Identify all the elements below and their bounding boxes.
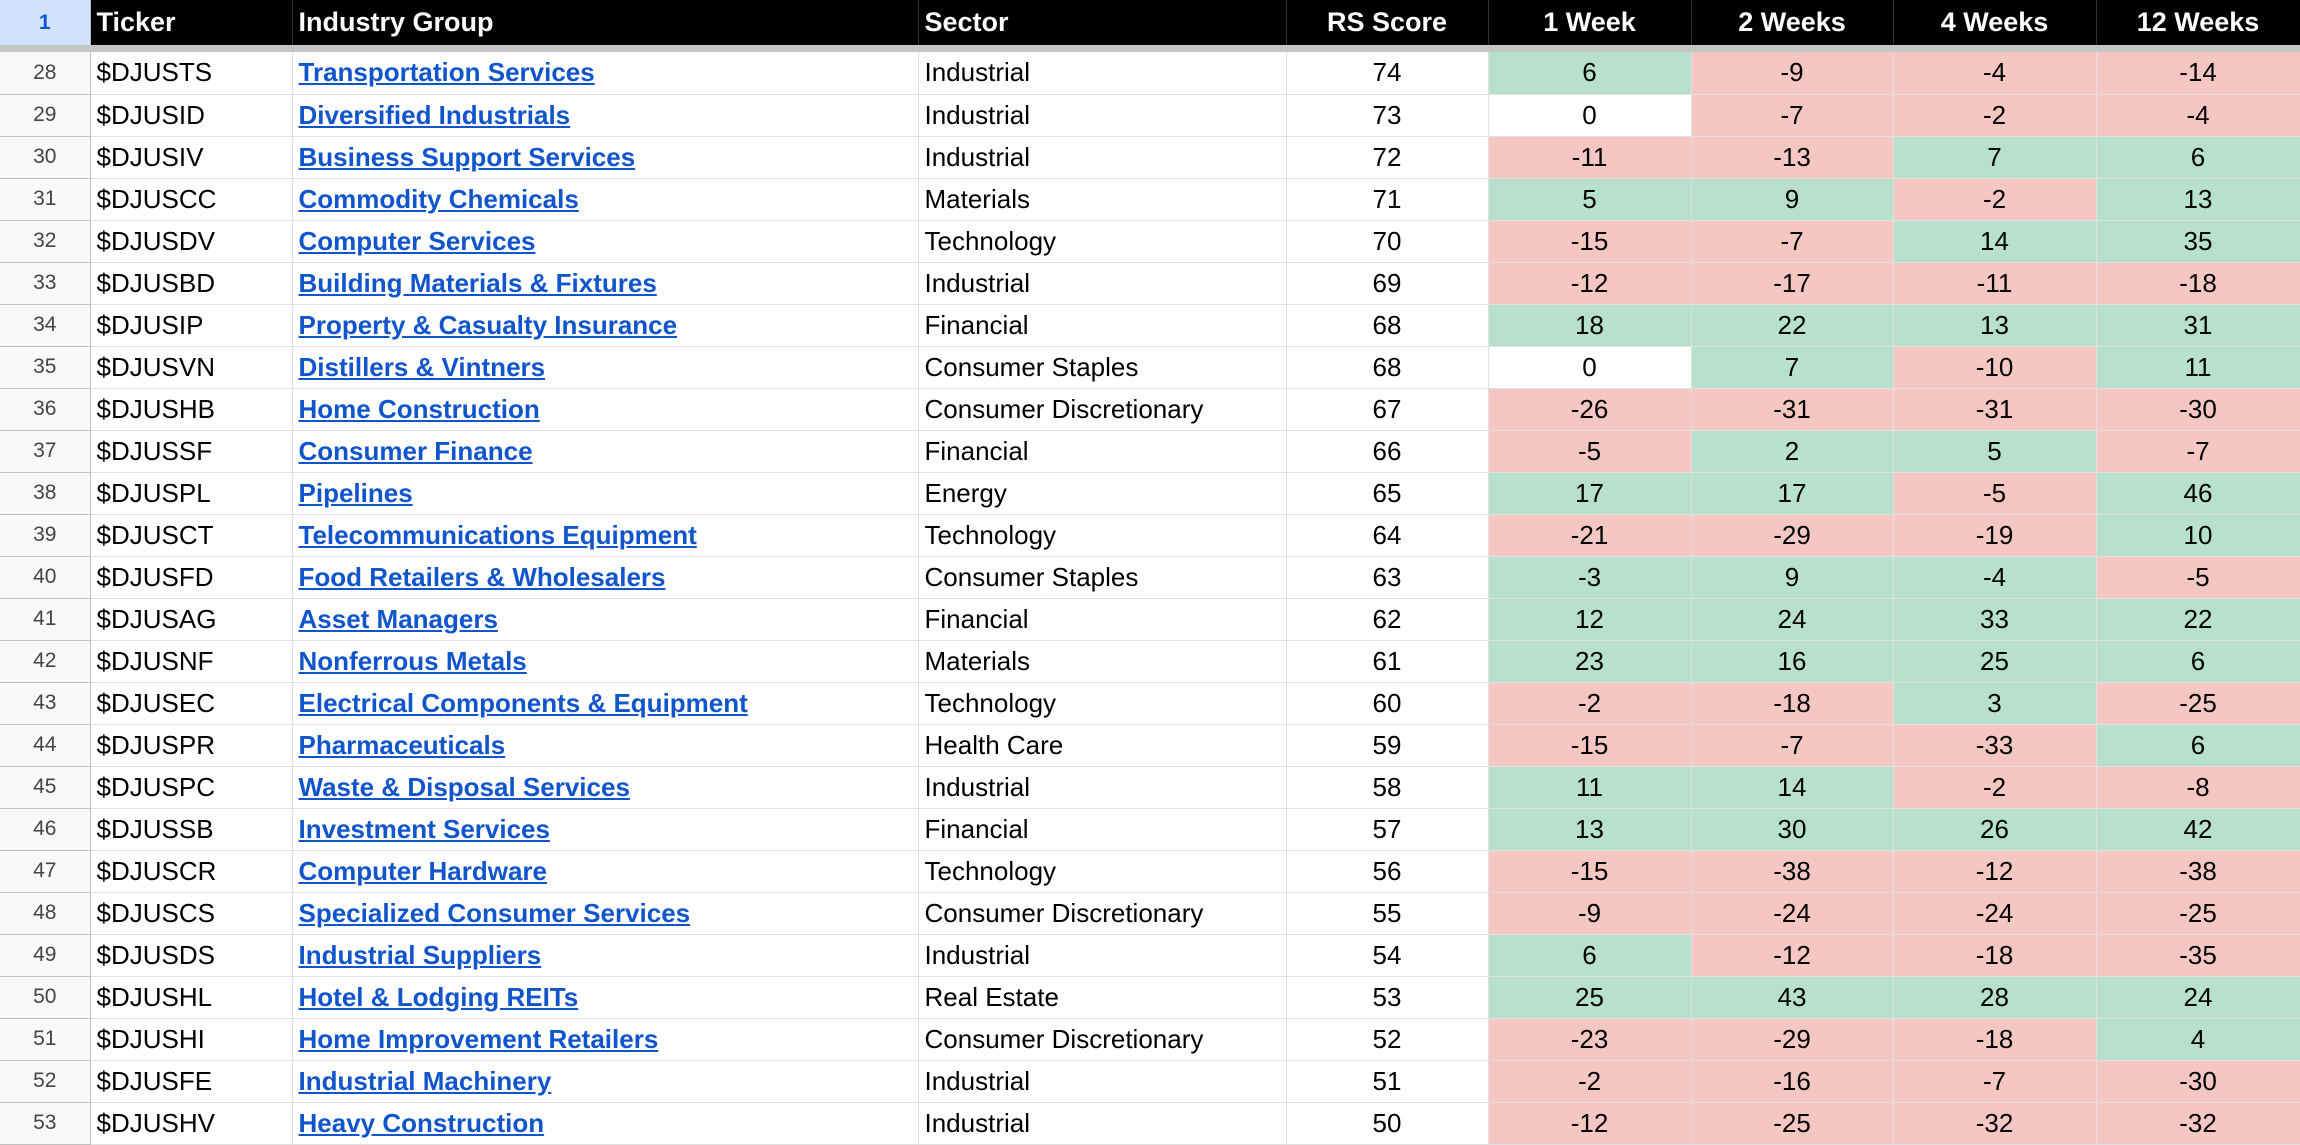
1-week-change-cell[interactable]: -12 [1488, 1102, 1691, 1144]
industry-group-cell[interactable] [292, 52, 918, 94]
sector-cell[interactable]: Technology [918, 514, 1286, 556]
sector-cell[interactable]: Industrial [918, 766, 1286, 808]
sector-cell[interactable]: Materials [918, 178, 1286, 220]
row-number[interactable]: 48 [0, 892, 90, 934]
row-number[interactable]: 35 [0, 346, 90, 388]
ticker-cell[interactable]: $DJUSCR [90, 850, 292, 892]
12-weeks-change-cell[interactable]: -32 [2096, 1102, 2300, 1144]
4-weeks-change-cell[interactable]: 25 [1893, 640, 2096, 682]
4-weeks-change-cell[interactable]: 26 [1893, 808, 2096, 850]
table-row [0, 430, 2300, 472]
4-weeks-change-cell[interactable]: -31 [1893, 388, 2096, 430]
table-row [0, 598, 2300, 640]
row-number[interactable]: 32 [0, 220, 90, 262]
sector-cell[interactable]: Financial [918, 598, 1286, 640]
row-number[interactable]: 43 [0, 682, 90, 724]
industry-group-link[interactable]: Industrial Suppliers [298, 939, 542, 970]
12-weeks-change-cell[interactable]: -30 [2096, 1060, 2300, 1102]
industry-group-cell[interactable] [292, 262, 918, 304]
rs-score-cell[interactable]: 60 [1286, 682, 1488, 724]
sector-cell[interactable]: Industrial [918, 136, 1286, 178]
2-weeks-change-cell[interactable]: -7 [1691, 724, 1893, 766]
ticker-cell[interactable]: $DJUSVN [90, 346, 292, 388]
4-weeks-change-cell[interactable]: -7 [1893, 1060, 2096, 1102]
ticker-cell[interactable]: $DJUSHB [90, 388, 292, 430]
industry-group-link[interactable]: Consumer Finance [298, 435, 533, 466]
table-row [0, 1060, 2300, 1102]
row-number[interactable]: 49 [0, 934, 90, 976]
12-weeks-change-cell[interactable]: 11 [2096, 346, 2300, 388]
table-row [0, 52, 2300, 94]
industry-group-cell[interactable] [292, 850, 918, 892]
12-weeks-change-cell[interactable]: -25 [2096, 682, 2300, 724]
industry-group-link[interactable]: Home Construction [298, 393, 540, 424]
2-weeks-change-cell[interactable]: -16 [1691, 1060, 1893, 1102]
rs-score-cell[interactable]: 54 [1286, 934, 1488, 976]
industry-group-link[interactable]: Commodity Chemicals [298, 183, 579, 214]
4-weeks-change-cell[interactable]: -33 [1893, 724, 2096, 766]
rs-score-cell[interactable]: 74 [1286, 52, 1488, 94]
industry-group-link[interactable]: Distillers & Vintners [298, 351, 546, 382]
12-weeks-change-cell[interactable]: -25 [2096, 892, 2300, 934]
table-row [0, 724, 2300, 766]
4-weeks-change-cell[interactable]: 13 [1893, 304, 2096, 346]
sector-cell[interactable]: Financial [918, 808, 1286, 850]
industry-group-cell[interactable] [292, 598, 918, 640]
table-row [0, 388, 2300, 430]
row-number[interactable]: 37 [0, 430, 90, 472]
industry-group-cell[interactable] [292, 136, 918, 178]
row-number[interactable]: 29 [0, 94, 90, 136]
2-weeks-change-cell[interactable]: 9 [1691, 178, 1893, 220]
rs-score-cell[interactable]: 73 [1286, 94, 1488, 136]
industry-group-cell[interactable] [292, 682, 918, 724]
2-weeks-change-cell[interactable]: -25 [1691, 1102, 1893, 1144]
row-number[interactable]: 51 [0, 1018, 90, 1060]
sector-cell[interactable]: Consumer Staples [918, 346, 1286, 388]
column-header-2-weeks[interactable]: 2 Weeks [1691, 0, 1893, 45]
industry-group-cell[interactable] [292, 1018, 918, 1060]
sector-cell[interactable]: Technology [918, 850, 1286, 892]
industry-group-link[interactable]: Waste & Disposal Services [298, 771, 630, 802]
rs-score-cell[interactable]: 66 [1286, 430, 1488, 472]
industry-group-cell[interactable] [292, 556, 918, 598]
1-week-change-cell[interactable]: 18 [1488, 304, 1691, 346]
1-week-change-cell[interactable]: -11 [1488, 136, 1691, 178]
row-number[interactable]: 31 [0, 178, 90, 220]
sector-cell[interactable]: Financial [918, 430, 1286, 472]
2-weeks-change-cell[interactable]: -38 [1691, 850, 1893, 892]
12-weeks-change-cell[interactable]: 22 [2096, 598, 2300, 640]
ticker-cell[interactable]: $DJUSEC [90, 682, 292, 724]
2-weeks-change-cell[interactable]: -7 [1691, 220, 1893, 262]
ticker-cell[interactable]: $DJUSSB [90, 808, 292, 850]
4-weeks-change-cell[interactable]: 28 [1893, 976, 2096, 1018]
4-weeks-change-cell[interactable]: -11 [1893, 262, 2096, 304]
row-number[interactable]: 47 [0, 850, 90, 892]
sector-cell[interactable]: Technology [918, 220, 1286, 262]
row-number[interactable]: 45 [0, 766, 90, 808]
industry-group-link[interactable]: Pharmaceuticals [298, 729, 506, 760]
1-week-change-cell[interactable]: -23 [1488, 1018, 1691, 1060]
row-number[interactable]: 30 [0, 136, 90, 178]
1-week-change-cell[interactable]: 5 [1488, 178, 1691, 220]
2-weeks-change-cell[interactable]: 9 [1691, 556, 1893, 598]
ticker-cell[interactable]: $DJUSFD [90, 556, 292, 598]
1-week-change-cell[interactable]: 23 [1488, 640, 1691, 682]
industry-group-cell[interactable] [292, 724, 918, 766]
ticker-cell[interactable]: $DJUSPR [90, 724, 292, 766]
2-weeks-change-cell[interactable]: 16 [1691, 640, 1893, 682]
2-weeks-change-cell[interactable]: -29 [1691, 1018, 1893, 1060]
industry-group-link[interactable]: Pipelines [298, 477, 413, 508]
rs-score-cell[interactable]: 53 [1286, 976, 1488, 1018]
rs-score-cell[interactable]: 71 [1286, 178, 1488, 220]
rs-score-cell[interactable]: 68 [1286, 346, 1488, 388]
sector-cell[interactable]: Energy [918, 472, 1286, 514]
column-header-sector[interactable]: Sector [918, 0, 1286, 45]
industry-group-cell[interactable] [292, 472, 918, 514]
industry-group-cell[interactable] [292, 640, 918, 682]
row-number[interactable]: 33 [0, 262, 90, 304]
12-weeks-change-cell[interactable]: 10 [2096, 514, 2300, 556]
sector-cell[interactable]: Industrial [918, 262, 1286, 304]
rs-score-cell[interactable]: 55 [1286, 892, 1488, 934]
table-row [0, 346, 2300, 388]
row-number[interactable]: 39 [0, 514, 90, 556]
rs-score-cell[interactable]: 62 [1286, 598, 1488, 640]
ticker-cell[interactable]: $DJUSCC [90, 178, 292, 220]
table-row [0, 94, 2300, 136]
4-weeks-change-cell[interactable]: -4 [1893, 556, 2096, 598]
rs-score-cell[interactable]: 72 [1286, 136, 1488, 178]
1-week-change-cell[interactable]: 0 [1488, 94, 1691, 136]
row-number[interactable]: 40 [0, 556, 90, 598]
2-weeks-change-cell[interactable]: 17 [1691, 472, 1893, 514]
table-row [0, 178, 2300, 220]
ticker-cell[interactable]: $DJUSIV [90, 136, 292, 178]
12-weeks-change-cell[interactable]: -4 [2096, 94, 2300, 136]
table-row [0, 976, 2300, 1018]
rs-score-cell[interactable]: 51 [1286, 1060, 1488, 1102]
rs-score-cell[interactable]: 70 [1286, 220, 1488, 262]
industry-group-link[interactable]: Industrial Machinery [298, 1065, 552, 1096]
2-weeks-change-cell[interactable]: -9 [1691, 52, 1893, 94]
industry-group-cell[interactable] [292, 808, 918, 850]
2-weeks-change-cell[interactable]: -29 [1691, 514, 1893, 556]
sector-cell[interactable]: Consumer Discretionary [918, 388, 1286, 430]
12-weeks-change-cell[interactable]: -38 [2096, 850, 2300, 892]
ticker-cell[interactable]: $DJUSID [90, 94, 292, 136]
column-header-1-week[interactable]: 1 Week [1488, 0, 1691, 45]
industry-group-link[interactable]: Home Improvement Retailers [298, 1023, 659, 1054]
4-weeks-change-cell[interactable]: -2 [1893, 766, 2096, 808]
row-number[interactable]: 34 [0, 304, 90, 346]
table-row [0, 1018, 2300, 1060]
1-week-change-cell[interactable]: 0 [1488, 346, 1691, 388]
row-number[interactable]: 28 [0, 52, 90, 94]
4-weeks-change-cell[interactable]: -32 [1893, 1102, 2096, 1144]
1-week-change-cell[interactable]: -9 [1488, 892, 1691, 934]
4-weeks-change-cell[interactable]: -2 [1893, 178, 2096, 220]
ticker-cell[interactable]: $DJUSHI [90, 1018, 292, 1060]
4-weeks-change-cell[interactable]: -19 [1893, 514, 2096, 556]
1-week-change-cell[interactable]: -21 [1488, 514, 1691, 556]
sector-cell[interactable]: Consumer Staples [918, 556, 1286, 598]
1-week-change-cell[interactable]: -26 [1488, 388, 1691, 430]
industry-group-cell[interactable] [292, 430, 918, 472]
column-header-4-weeks[interactable]: 4 Weeks [1893, 0, 2096, 45]
table-row [0, 682, 2300, 724]
rs-score-cell[interactable]: 58 [1286, 766, 1488, 808]
industry-group-cell[interactable] [292, 976, 918, 1018]
rs-score-cell[interactable]: 57 [1286, 808, 1488, 850]
table-row [0, 850, 2300, 892]
ticker-cell[interactable]: $DJUSNF [90, 640, 292, 682]
industry-group-link[interactable]: Hotel & Lodging REITs [298, 981, 579, 1012]
ticker-cell[interactable]: $DJUSFE [90, 1060, 292, 1102]
1-week-change-cell[interactable]: 12 [1488, 598, 1691, 640]
industry-group-link[interactable]: Diversified Industrials [298, 99, 571, 130]
sector-cell[interactable]: Real Estate [918, 976, 1286, 1018]
industry-group-cell[interactable] [292, 1102, 918, 1144]
row-number[interactable]: 41 [0, 598, 90, 640]
4-weeks-change-cell[interactable]: -5 [1893, 472, 2096, 514]
12-weeks-change-cell[interactable]: -7 [2096, 430, 2300, 472]
2-weeks-change-cell[interactable]: 2 [1691, 430, 1893, 472]
2-weeks-change-cell[interactable]: 30 [1691, 808, 1893, 850]
industry-group-cell[interactable] [292, 178, 918, 220]
table-row [0, 304, 2300, 346]
industry-group-cell[interactable] [292, 346, 918, 388]
12-weeks-change-cell[interactable]: 6 [2096, 640, 2300, 682]
1-week-change-cell[interactable]: -12 [1488, 262, 1691, 304]
row-number[interactable]: 53 [0, 1102, 90, 1144]
12-weeks-change-cell[interactable]: 6 [2096, 136, 2300, 178]
4-weeks-change-cell[interactable]: -24 [1893, 892, 2096, 934]
industry-group-cell[interactable] [292, 766, 918, 808]
2-weeks-change-cell[interactable]: -12 [1691, 934, 1893, 976]
industry-group-cell[interactable] [292, 220, 918, 262]
industry-group-cell[interactable] [292, 94, 918, 136]
header-row [0, 0, 2300, 45]
sector-cell[interactable]: Health Care [918, 724, 1286, 766]
industry-group-cell[interactable] [292, 388, 918, 430]
1-week-change-cell[interactable]: 13 [1488, 808, 1691, 850]
rs-score-cell[interactable]: 65 [1286, 472, 1488, 514]
1-week-change-cell[interactable]: 25 [1488, 976, 1691, 1018]
sector-cell[interactable]: Consumer Discretionary [918, 1018, 1286, 1060]
row-number[interactable]: 44 [0, 724, 90, 766]
rs-score-cell[interactable]: 52 [1286, 1018, 1488, 1060]
4-weeks-change-cell[interactable]: -18 [1893, 1018, 2096, 1060]
2-weeks-change-cell[interactable]: 7 [1691, 346, 1893, 388]
industry-group-link[interactable]: Business Support Services [298, 141, 636, 172]
table-row [0, 808, 2300, 850]
4-weeks-change-cell[interactable]: 14 [1893, 220, 2096, 262]
1-week-change-cell[interactable]: -15 [1488, 724, 1691, 766]
4-weeks-change-cell[interactable]: 5 [1893, 430, 2096, 472]
industry-group-cell[interactable] [292, 1060, 918, 1102]
sector-cell[interactable]: Consumer Discretionary [918, 892, 1286, 934]
industry-group-link[interactable]: Specialized Consumer Services [298, 897, 691, 928]
2-weeks-change-cell[interactable]: -31 [1691, 388, 1893, 430]
sector-cell[interactable]: Industrial [918, 1060, 1286, 1102]
12-weeks-change-cell[interactable]: 46 [2096, 472, 2300, 514]
1-week-change-cell[interactable]: -5 [1488, 430, 1691, 472]
row-number[interactable]: 38 [0, 472, 90, 514]
12-weeks-change-cell[interactable]: 4 [2096, 1018, 2300, 1060]
12-weeks-change-cell[interactable]: -8 [2096, 766, 2300, 808]
2-weeks-change-cell[interactable]: -13 [1691, 136, 1893, 178]
industry-group-link[interactable]: Investment Services [298, 813, 550, 844]
ticker-cell[interactable]: $DJUSHV [90, 1102, 292, 1144]
1-week-change-cell[interactable]: -2 [1488, 1060, 1691, 1102]
1-week-change-cell[interactable]: 11 [1488, 766, 1691, 808]
1-week-change-cell[interactable]: -15 [1488, 220, 1691, 262]
4-weeks-change-cell[interactable]: -4 [1893, 52, 2096, 94]
12-weeks-change-cell[interactable]: 42 [2096, 808, 2300, 850]
rs-score-cell[interactable]: 64 [1286, 514, 1488, 556]
table-row [0, 220, 2300, 262]
row-number[interactable]: 52 [0, 1060, 90, 1102]
column-header-industry-group[interactable]: Industry Group [292, 0, 918, 45]
ticker-cell[interactable]: $DJUSAG [90, 598, 292, 640]
12-weeks-change-cell[interactable]: -35 [2096, 934, 2300, 976]
12-weeks-change-cell[interactable]: -5 [2096, 556, 2300, 598]
ticker-cell[interactable]: $DJUSHL [90, 976, 292, 1018]
1-week-change-cell[interactable]: 17 [1488, 472, 1691, 514]
ticker-cell[interactable]: $DJUSTS [90, 52, 292, 94]
ticker-cell[interactable]: $DJUSIP [90, 304, 292, 346]
12-weeks-change-cell[interactable]: 35 [2096, 220, 2300, 262]
row-number[interactable]: 36 [0, 388, 90, 430]
ticker-cell[interactable]: $DJUSSF [90, 430, 292, 472]
row-number[interactable]: 46 [0, 808, 90, 850]
column-header-rs-score[interactable]: RS Score [1286, 0, 1488, 45]
rs-score-cell[interactable]: 56 [1286, 850, 1488, 892]
1-week-change-cell[interactable]: -2 [1488, 682, 1691, 724]
industry-group-link[interactable]: Computer Services [298, 225, 536, 256]
ticker-cell[interactable]: $DJUSCS [90, 892, 292, 934]
2-weeks-change-cell[interactable]: 43 [1691, 976, 1893, 1018]
table-row [0, 262, 2300, 304]
2-weeks-change-cell[interactable]: 24 [1691, 598, 1893, 640]
2-weeks-change-cell[interactable]: -7 [1691, 94, 1893, 136]
sector-cell[interactable]: Industrial [918, 1102, 1286, 1144]
table-row [0, 472, 2300, 514]
industry-group-link[interactable]: Food Retailers & Wholesalers [298, 561, 666, 592]
12-weeks-change-cell[interactable]: -18 [2096, 262, 2300, 304]
rs-score-cell[interactable]: 61 [1286, 640, 1488, 682]
rs-score-cell[interactable]: 69 [1286, 262, 1488, 304]
frozen-row-divider[interactable] [0, 45, 2300, 52]
4-weeks-change-cell[interactable]: -12 [1893, 850, 2096, 892]
table-row [0, 514, 2300, 556]
12-weeks-change-cell[interactable]: 13 [2096, 178, 2300, 220]
industry-group-link[interactable]: Transportation Services [298, 57, 595, 88]
industry-group-cell[interactable] [292, 304, 918, 346]
table-row [0, 766, 2300, 808]
industry-group-link[interactable]: Nonferrous Metals [298, 645, 527, 676]
industry-group-link[interactable]: Asset Managers [298, 603, 498, 634]
4-weeks-change-cell[interactable]: 33 [1893, 598, 2096, 640]
12-weeks-change-cell[interactable]: -14 [2096, 52, 2300, 94]
row-header-1[interactable]: 1 [0, 0, 90, 45]
12-weeks-change-cell[interactable]: 31 [2096, 304, 2300, 346]
1-week-change-cell[interactable]: 6 [1488, 52, 1691, 94]
rs-score-cell[interactable]: 67 [1286, 388, 1488, 430]
4-weeks-change-cell[interactable]: -2 [1893, 94, 2096, 136]
row-number[interactable]: 42 [0, 640, 90, 682]
4-weeks-change-cell[interactable]: -10 [1893, 346, 2096, 388]
rs-score-cell[interactable]: 50 [1286, 1102, 1488, 1144]
row-number[interactable]: 50 [0, 976, 90, 1018]
2-weeks-change-cell[interactable]: 22 [1691, 304, 1893, 346]
sector-cell[interactable]: Materials [918, 640, 1286, 682]
column-header-ticker[interactable]: Ticker [90, 0, 292, 45]
12-weeks-change-cell[interactable]: -30 [2096, 388, 2300, 430]
1-week-change-cell[interactable]: -15 [1488, 850, 1691, 892]
2-weeks-change-cell[interactable]: -17 [1691, 262, 1893, 304]
industry-group-cell[interactable] [292, 514, 918, 556]
industry-group-cell[interactable] [292, 934, 918, 976]
sector-cell[interactable]: Industrial [918, 52, 1286, 94]
ticker-cell[interactable]: $DJUSDS [90, 934, 292, 976]
industry-group-link[interactable]: Building Materials & Fixtures [298, 267, 657, 298]
1-week-change-cell[interactable]: 6 [1488, 934, 1691, 976]
sector-cell[interactable]: Technology [918, 682, 1286, 724]
industry-group-link[interactable]: Property & Casualty Insurance [298, 309, 678, 340]
2-weeks-change-cell[interactable]: 14 [1691, 766, 1893, 808]
industry-group-link[interactable]: Electrical Components & Equipment [298, 687, 748, 718]
table-row [0, 136, 2300, 178]
sector-cell[interactable]: Industrial [918, 934, 1286, 976]
industry-group-link[interactable]: Computer Hardware [298, 855, 547, 886]
industry-group-link[interactable]: Telecommunications Equipment [298, 519, 697, 550]
sector-cell[interactable]: Financial [918, 304, 1286, 346]
table-row [0, 1102, 2300, 1144]
ticker-cell[interactable]: $DJUSCT [90, 514, 292, 556]
ticker-cell[interactable]: $DJUSDV [90, 220, 292, 262]
rs-score-cell[interactable]: 59 [1286, 724, 1488, 766]
4-weeks-change-cell[interactable]: -18 [1893, 934, 2096, 976]
2-weeks-change-cell[interactable]: -24 [1691, 892, 1893, 934]
table-row [0, 934, 2300, 976]
12-weeks-change-cell[interactable]: 24 [2096, 976, 2300, 1018]
4-weeks-change-cell[interactable]: 7 [1893, 136, 2096, 178]
rs-score-cell[interactable]: 63 [1286, 556, 1488, 598]
rs-score-cell[interactable]: 68 [1286, 304, 1488, 346]
table-row [0, 556, 2300, 598]
table-row [0, 640, 2300, 682]
column-header-12-weeks[interactable]: 12 Weeks [2096, 0, 2300, 45]
ticker-cell[interactable]: $DJUSBD [90, 262, 292, 304]
table-row [0, 892, 2300, 934]
ticker-cell[interactable]: $DJUSPC [90, 766, 292, 808]
1-week-change-cell[interactable]: -3 [1488, 556, 1691, 598]
industry-group-link[interactable]: Heavy Construction [298, 1107, 545, 1138]
4-weeks-change-cell[interactable]: 3 [1893, 682, 2096, 724]
ticker-cell[interactable]: $DJUSPL [90, 472, 292, 514]
sector-cell[interactable]: Industrial [918, 94, 1286, 136]
12-weeks-change-cell[interactable]: 6 [2096, 724, 2300, 766]
2-weeks-change-cell[interactable]: -18 [1691, 682, 1893, 724]
industry-group-cell[interactable] [292, 892, 918, 934]
